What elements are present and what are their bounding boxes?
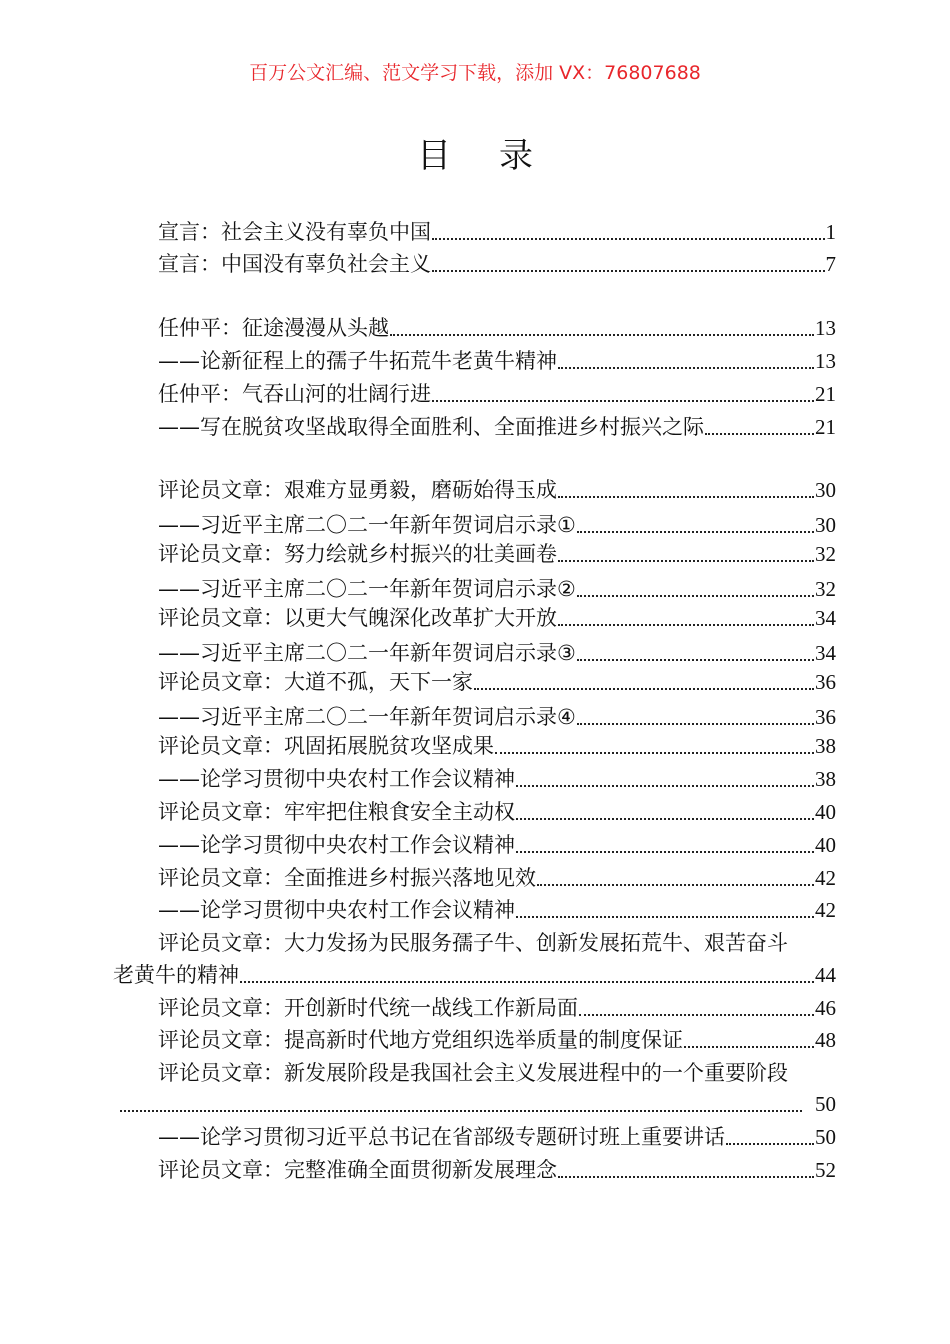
toc-entry[interactable] (158, 864, 836, 892)
toc-page-number: 13 (815, 349, 836, 373)
dot-leader (432, 250, 825, 278)
toc-entry-title: 评论员文章：提高新时代地方党组织选举质量的制度保证 (158, 1028, 683, 1052)
toc-page-number: 36 (815, 705, 836, 729)
dot-leader (577, 639, 814, 667)
toc-entry[interactable] (158, 831, 836, 859)
toc-page-number: 50 (815, 1092, 836, 1116)
toc-entry[interactable] (158, 1156, 836, 1184)
toc-entry[interactable] (158, 668, 836, 696)
dot-leader (577, 703, 814, 731)
toc-entry[interactable] (158, 314, 836, 342)
toc-entry-title: 评论员文章：完整准确全面贯彻新发展理念 (158, 1158, 557, 1182)
dot-leader (516, 765, 814, 793)
toc-page-number: 1 (825, 220, 836, 244)
dot-leader (516, 831, 814, 859)
toc-page-number: 48 (815, 1028, 836, 1052)
toc-page-number: 40 (815, 800, 836, 824)
toc-entry[interactable] (158, 250, 836, 278)
toc-page-number: 40 (815, 833, 836, 857)
dot-leader (558, 604, 814, 632)
toc-page-number: 32 (815, 542, 836, 566)
toc-page-number: 46 (815, 996, 836, 1020)
dot-leader (390, 314, 814, 342)
dot-leader (577, 511, 814, 539)
dot-leader (726, 1123, 814, 1151)
dot-leader (516, 798, 814, 826)
toc-entry-continuation[interactable] (119, 1090, 836, 1118)
toc-entry-title: ——习近平主席二〇二一年新年贺词启示录④ (158, 705, 576, 729)
toc-page-number: 21 (815, 382, 836, 406)
toc-entry-title: ——论学习贯彻习近平总书记在省部级专题研讨班上重要讲话 (158, 1125, 725, 1149)
toc-entry[interactable] (158, 1059, 836, 1087)
toc-entry[interactable] (158, 732, 836, 760)
dot-leader (240, 961, 814, 989)
toc-entry-title: 宣言：社会主义没有辜负中国 (158, 220, 431, 244)
toc-entry-title: 评论员文章：以更大气魄深化改革扩大开放 (158, 606, 557, 630)
toc-entry[interactable] (158, 896, 836, 924)
toc-entry[interactable] (158, 413, 836, 441)
title-char: 目 (417, 136, 451, 176)
toc-entry-title: 任仲平：气吞山河的壮阔行进 (158, 382, 431, 406)
toc-page-number: 7 (825, 252, 836, 276)
toc-entry[interactable] (158, 347, 836, 375)
toc-page-number: 34 (815, 606, 836, 630)
toc-page-number: 21 (815, 415, 836, 439)
toc-page-number: 44 (815, 963, 836, 987)
toc-entry[interactable] (158, 380, 836, 408)
toc-page-number: 42 (815, 866, 836, 890)
page-title (0, 128, 950, 177)
dot-leader (558, 476, 814, 504)
toc-entry-title: 评论员文章：努力绘就乡村振兴的壮美画卷 (158, 542, 557, 566)
toc-entry-title: 评论员文章：牢牢把住粮食安全主动权 (158, 800, 515, 824)
toc-entry[interactable] (158, 994, 836, 1022)
toc-entry[interactable] (158, 476, 836, 504)
title-char: 录 (499, 136, 533, 176)
toc-page-number: 30 (815, 513, 836, 537)
toc-entry-title: 任仲平：征途漫漫从头越 (158, 316, 389, 340)
toc-page-number: 13 (815, 316, 836, 340)
dot-leader (684, 1026, 814, 1054)
toc-entry[interactable] (158, 540, 836, 568)
toc-entry-title: 评论员文章：大力发扬为民服务孺子牛、创新发展拓荒牛、艰苦奋斗 (158, 931, 788, 955)
toc-entry[interactable] (158, 639, 836, 667)
toc-entry-title: ——习近平主席二〇二一年新年贺词启示录② (158, 577, 576, 601)
dot-leader (558, 347, 814, 375)
toc-entry[interactable] (158, 511, 836, 539)
dot-leader (537, 864, 814, 892)
dot-leader (516, 896, 814, 924)
toc-entry[interactable] (158, 765, 836, 793)
toc-entry-title: ——论学习贯彻中央农村工作会议精神 (158, 898, 515, 922)
toc-entry-title: 评论员文章：开创新时代统一战线工作新局面 (158, 996, 578, 1020)
toc-entry-title: 评论员文章：大道不孤，天下一家 (158, 670, 473, 694)
toc-page-number: 30 (815, 478, 836, 502)
toc-entry-title: ——论学习贯彻中央农村工作会议精神 (158, 833, 515, 857)
toc-entry[interactable] (158, 798, 836, 826)
dot-leader (432, 380, 814, 408)
dot-leader (432, 218, 825, 246)
toc-entry[interactable] (158, 703, 836, 731)
toc-page-number: 50 (815, 1125, 836, 1149)
dot-leader (495, 732, 814, 760)
dot-leader (120, 1090, 802, 1118)
toc-entry-title: ——习近平主席二〇二一年新年贺词启示录③ (158, 641, 576, 665)
toc-entry[interactable] (158, 1026, 836, 1054)
watermark-banner: 百万公文汇编、范文学习下载，添加 VX：76807688 (249, 62, 701, 84)
dot-leader (705, 413, 814, 441)
dot-leader (579, 994, 814, 1022)
toc-entry-title: 宣言：中国没有辜负社会主义 (158, 252, 431, 276)
toc-page-number: 32 (815, 577, 836, 601)
toc-page-number: 52 (815, 1158, 836, 1182)
toc-page-number: 34 (815, 641, 836, 665)
toc-entry[interactable] (158, 1123, 836, 1151)
toc-entry-title-cont: 老黄牛的精神 (113, 963, 239, 987)
toc-entry-title: 评论员文章：艰难方显勇毅，磨砺始得玉成 (158, 478, 557, 502)
toc-entry-title: 评论员文章：全面推进乡村振兴落地见效 (158, 866, 536, 890)
toc-page-number: 38 (815, 734, 836, 758)
toc-entry-continuation[interactable] (113, 961, 836, 989)
toc-entry[interactable] (158, 218, 836, 246)
toc-entry-title: ——论新征程上的孺子牛拓荒牛老黄牛精神 (158, 349, 557, 373)
dot-leader (474, 668, 814, 696)
toc-entry[interactable] (158, 575, 836, 603)
toc-entry-title: ——写在脱贫攻坚战取得全面胜利、全面推进乡村振兴之际 (158, 415, 704, 439)
toc-entry[interactable] (158, 604, 836, 632)
dot-leader (558, 540, 814, 568)
toc-entry-title: ——习近平主席二〇二一年新年贺词启示录① (158, 513, 576, 537)
toc-entry-title: 评论员文章：新发展阶段是我国社会主义发展进程中的一个重要阶段 (158, 1061, 788, 1085)
toc-entry-title: 评论员文章：巩固拓展脱贫攻坚成果 (158, 734, 494, 758)
dot-leader (577, 575, 814, 603)
toc-page-number: 36 (815, 670, 836, 694)
toc-entry[interactable] (158, 929, 836, 957)
toc-page-number: 38 (815, 767, 836, 791)
toc-page-number: 42 (815, 898, 836, 922)
toc-entry-title: ——论学习贯彻中央农村工作会议精神 (158, 767, 515, 791)
dot-leader (558, 1156, 814, 1184)
